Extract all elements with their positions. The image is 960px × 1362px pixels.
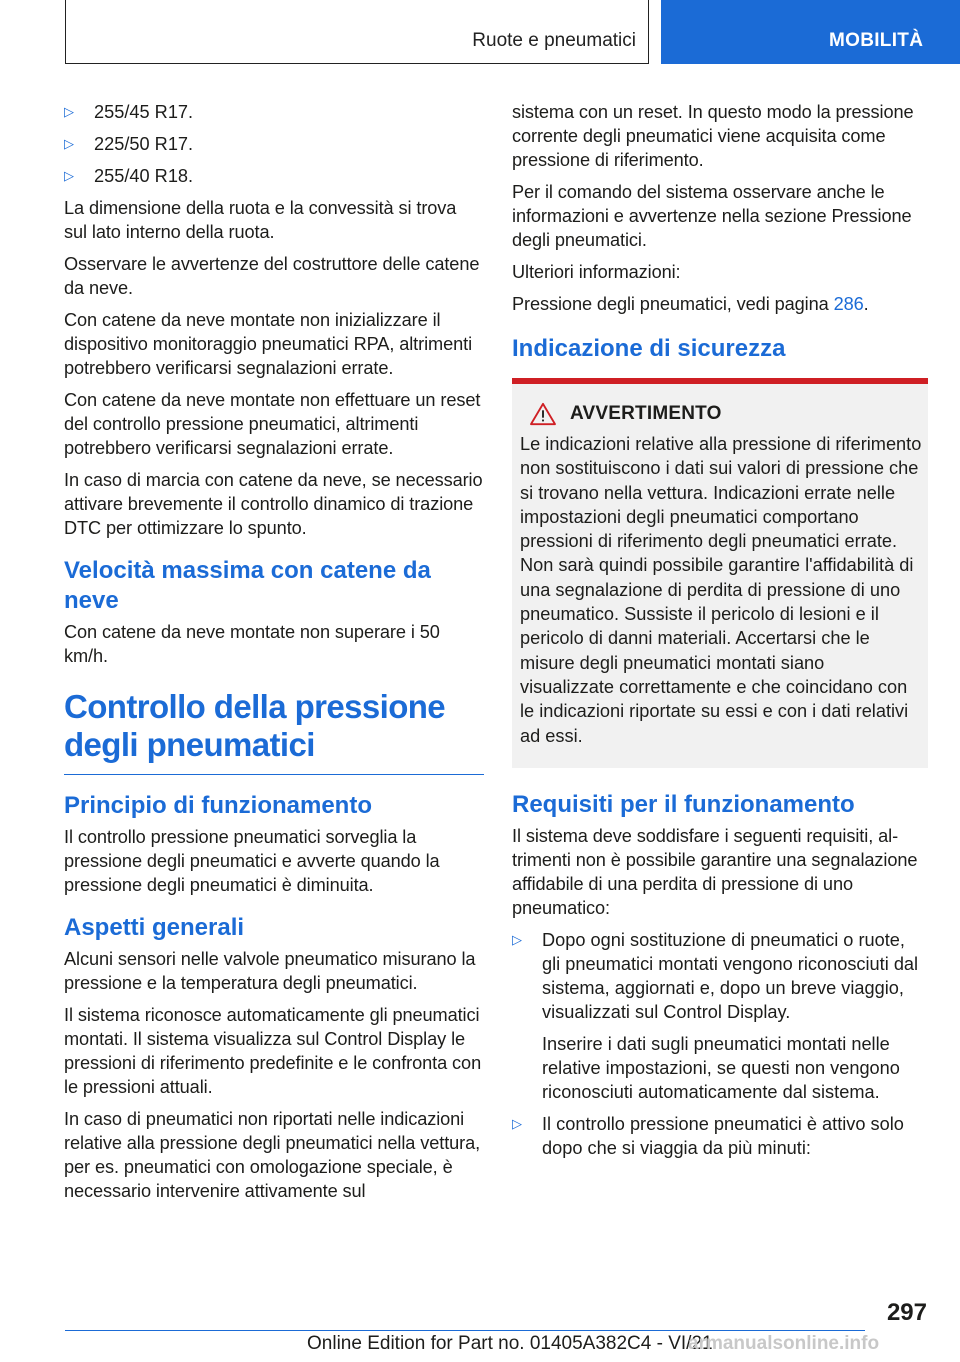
heading-requirements: Requisiti per il funzionamento: [512, 790, 855, 818]
header-section-title: Ruote e pneumatici: [472, 30, 636, 51]
heading-max-speed: Velocità massima con catene da neve: [64, 557, 431, 614]
warning-header: [520, 402, 922, 426]
paragraph-with-link: Pressione degli pneumatici, vedi pagina 286.: [512, 294, 869, 314]
paragraph: Alcuni sensori nelle valvole pneumatico misurano la pressione e la temperatura degli pneumatici.: [64, 949, 476, 993]
page-number: 297: [886, 1299, 927, 1326]
paragraph: La dimensione della ruota e la convessità si trova sul lato interno della ruota.: [64, 198, 457, 242]
triangle-bullet-icon: ▷: [64, 104, 74, 119]
page-reference-link[interactable]: 286: [833, 294, 864, 314]
paragraph: Il sistema riconosce automaticamente gli pneumatici montati. Il sistema visualizza sul Control Display le pressioni di riferimento predefinite e le confronta con le pressioni attuali.: [64, 1005, 482, 1097]
warning-triangle-icon: [528, 402, 558, 426]
list-item: ▷ 255/45 R17.: [64, 102, 194, 122]
paragraph: In caso di pneumatici non riportati nelle indicazioni relative alla pressione degli pneumatici nella vettura, per es. pneumatici con omologazione speciale, è necessario intervenire attivamente sul: [64, 1109, 481, 1201]
right-column: [512, 100, 928, 1168]
paragraph: Con catene da neve montate non effettuare un reset del controllo pressione pneumatici, altrimenti potrebbero verificarsi segnalazioni errate.: [64, 390, 481, 458]
paragraph: Il controllo pressione pneumatici sorveglia la pressione degli pneumatici e avverte quando la pressione degli pneumatici è diminuita.: [64, 827, 440, 895]
paragraph: Ulteriori informazioni:: [512, 262, 681, 282]
triangle-bullet-icon: ▷: [64, 136, 74, 151]
watermark-logo: armanualsonline.info: [688, 1333, 880, 1354]
triangle-bullet-icon: ▷: [512, 931, 522, 947]
list-item: ▷ Dopo ogni sostituzione di pneumatici o ruote, gli pneumatici montati vengono riconosciuti dal sistema, aggiornati e, dopo un breve viaggio, visualizzati sul Control Display.: [512, 929, 919, 1022]
paragraph: sistema con un reset. In questo modo la pressione corrente degli pneumatici viene acquisita come pressione di riferimento.: [512, 102, 914, 170]
list-item: ▷ Il controllo pressione pneumatici è attivo solo dopo che si viaggia da più minuti:: [512, 1113, 904, 1158]
warning-box: [512, 378, 928, 768]
footer-edition: Online Edition for Part no. 01405A382C4 - VI/21: [307, 1333, 713, 1354]
paragraph: In caso di marcia con catene da neve, se necessario attivare brevemente il controllo dinamico di trazione DTC per ottimizzare lo spunto.: [64, 470, 483, 538]
footer-divider: [65, 1330, 865, 1331]
paragraph: Con catene da neve montate non inizializzare il dispositivo monitoraggio pneumatici RPA, altrimenti potrebbero verificarsi segnalazioni errate.: [64, 310, 473, 378]
heading-general: Aspetti generali: [64, 914, 245, 941]
heading-tire-pressure-control: Controllo della pressione degli pneumatici: [64, 688, 446, 763]
triangle-bullet-icon: ▷: [64, 168, 74, 183]
paragraph: Per il comando del sistema osservare anche le informazioni e avvertenze nella sezione Pressione degli pneumatici.: [512, 182, 912, 250]
paragraph: Osservare le avvertenze del costruttore delle catene da neve.: [64, 254, 480, 298]
paragraph: Con catene da neve montate non superare i 50 km/h.: [64, 622, 440, 666]
header-chapter-box: [661, 0, 960, 64]
heading-divider: [64, 774, 484, 775]
warning-title: AVVERTIMENTO: [570, 403, 722, 424]
header-chapter-title: MOBILITÀ: [829, 30, 924, 51]
triangle-bullet-icon: ▷: [512, 1115, 522, 1131]
heading-principle: Principio di funzionamento: [64, 792, 372, 819]
header-section-box: [65, 0, 649, 64]
list-item: ▷ 255/40 R18.: [64, 166, 194, 186]
warning-text: Le indicazioni relative alla pressione di riferimento non sostituiscono i dati sui valori di pressione che si trovano nella vettura. Indicazioni errate nelle impostazioni degli pneumatici comportano pressioni di riferimento degli pneumatici errate. Non sarà quindi possibile garantire l'affidabilità di una segnalazione di perdita di pressione di uno pneumatico. Sussiste il pericolo di lesioni e il pericolo di danni materiali. Accertarsi che le misure degli pneumatici montati siano visualizzate correttamente e che coincidano con le indicazioni riportate su essi e con i dati relativi ad essi.: [520, 434, 922, 746]
left-column: [64, 100, 484, 1211]
heading-safety: Indicazione di sicurezza: [512, 335, 786, 362]
paragraph: Il sistema deve soddisfare i seguenti requisiti, altrimenti non è possibile garantire una segnalazione affidabile di una perdita di pressione di uno pneumatico:: [512, 825, 918, 918]
list-item: ▷ 225/50 R17.: [64, 134, 194, 154]
list-item-subparagraph: Inserire i dati sugli pneumatici montati nelle relative impostazioni, se questi non vengono riconosciuti automaticamente dal sistema.: [542, 1033, 900, 1102]
